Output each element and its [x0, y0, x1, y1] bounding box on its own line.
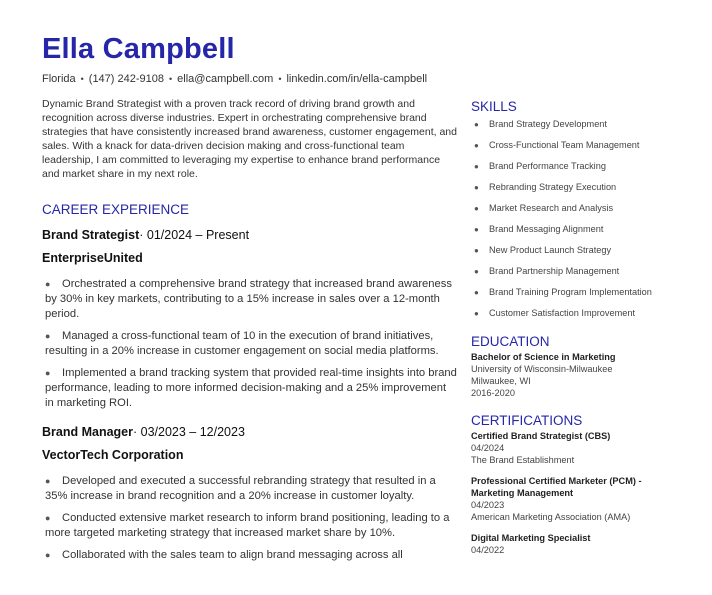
certification-entry: [471, 430, 661, 466]
certification-name: Certified Brand Strategist (CBS): [471, 431, 611, 441]
job-dates: · 03/2023 – 12/2023: [133, 425, 245, 439]
skill-text: New Product Launch Strategy: [489, 245, 612, 255]
list-item: [45, 474, 457, 504]
skill-text: Brand Strategy Development: [489, 119, 607, 129]
skills-list: [471, 118, 661, 320]
skill-item: [474, 244, 661, 257]
certification-date: 04/2022: [471, 545, 505, 555]
separator-dot-icon: •: [169, 74, 173, 84]
skill-item: [474, 307, 661, 320]
contact-linkedin[interactable]: linkedin.com/in/ella-campbell: [286, 73, 428, 85]
job-company: VectorTech Corporation: [42, 448, 184, 462]
certification-issuer: The Brand Establishment: [471, 455, 575, 465]
skill-item: [474, 139, 661, 152]
list-item: [45, 548, 457, 563]
right-column: [471, 99, 661, 556]
bullet-icon: ●: [474, 309, 479, 318]
education-degree: Bachelor of Science in Marketing: [471, 352, 616, 362]
separator-dot-icon: •: [278, 74, 282, 84]
contact-phone: (147) 242-9108: [88, 73, 165, 85]
bullet-icon: ●: [45, 279, 51, 289]
certification-name: Professional Certified Marketer (PCM) - Marketing Management: [471, 476, 642, 498]
education-location: Milwaukee, WI: [471, 376, 531, 386]
left-column: [42, 97, 457, 570]
bullet-icon: ●: [474, 120, 479, 129]
contact-email[interactable]: ella@campbell.com: [177, 73, 274, 85]
skill-item: [474, 223, 661, 236]
certification-entry: [471, 475, 661, 523]
certification-issuer: American Marketing Association (AMA): [471, 512, 631, 522]
section-title-education: EDUCATION: [471, 334, 550, 349]
bullet-text: Managed a cross-functional team of 10 in the execution of brand initiatives, resulting in a 20% increase in customer engagement on social media platforms.: [45, 330, 439, 357]
bullet-text: Conducted extensive market research to inform brand positioning, leading to a more targeted marketing strategy that increased market share by 10%.: [45, 512, 450, 539]
list-item: [45, 277, 457, 322]
job-role: Brand Strategist: [42, 228, 140, 242]
bullet-icon: ●: [474, 246, 479, 255]
contact-line: [42, 73, 427, 85]
skill-item: [474, 202, 661, 215]
job-dates: · 01/2024 – Present: [139, 228, 250, 242]
bullet-icon: ●: [474, 204, 479, 213]
job-heading: [42, 228, 457, 242]
separator-dot-icon: •: [80, 74, 84, 84]
skill-item: [474, 118, 661, 131]
list-item: [45, 329, 457, 359]
certifications-list: [471, 430, 661, 556]
education-school: University of Wisconsin-Milwaukee: [471, 364, 613, 374]
list-item: [45, 511, 457, 541]
skill-text: Brand Training Program Implementation: [489, 287, 652, 297]
bullet-icon: ●: [45, 368, 51, 378]
skill-text: Brand Messaging Alignment: [489, 224, 604, 234]
bullet-icon: ●: [474, 288, 479, 297]
job-bullets: [42, 277, 457, 411]
bullet-icon: ●: [474, 267, 479, 276]
certification-entry: [471, 532, 661, 556]
candidate-name: Ella Campbell: [42, 33, 235, 65]
bullet-icon: ●: [474, 162, 479, 171]
certification-name: Digital Marketing Specialist: [471, 533, 591, 543]
bullet-text: Implemented a brand tracking system that provided real-time insights into brand performance, leading to more informed decision-making and a 25% improvement in marketing ROI.: [45, 367, 457, 409]
job-role: Brand Manager: [42, 425, 133, 439]
skill-text: Market Research and Analysis: [489, 203, 614, 213]
bullet-text: Developed and executed a successful rebranding strategy that resulted in a 35% increase in brand recognition and a 20% increase in customer loyalty.: [45, 475, 436, 502]
education-entry: [471, 351, 661, 399]
job-entry: [42, 425, 457, 563]
certification-date: 04/2023: [471, 500, 505, 510]
profile-summary: Dynamic Brand Strategist with a proven track record of driving brand growth and recognition across diverse industries. Expert in orchestrating comprehensive brand strategies that have consistently increased brand awareness, customer engagement, and sales. With a knack for data-driven decision making and cross-functional team leadership, I am committed to leveraging my expertise to enhance brand performance and market share in my next role.: [42, 98, 457, 180]
skill-item: [474, 265, 661, 278]
skill-text: Brand Partnership Management: [489, 266, 620, 276]
section-title-certifications: CERTIFICATIONS: [471, 413, 583, 428]
skill-item: [474, 286, 661, 299]
job-bullets: [42, 474, 457, 563]
bullet-icon: ●: [45, 513, 51, 523]
skill-text: Rebranding Strategy Execution: [489, 182, 617, 192]
bullet-text: Orchestrated a comprehensive brand strategy that increased brand awareness by 30% in key markets, contributing to a 15% increase in sales over a 12-month period.: [45, 278, 452, 320]
bullet-icon: ●: [474, 183, 479, 192]
bullet-icon: ●: [474, 225, 479, 234]
job-company: EnterpriseUnited: [42, 251, 143, 265]
skill-item: [474, 160, 661, 173]
job-entry: [42, 228, 457, 411]
education-years: 2016-2020: [471, 388, 515, 398]
job-heading: [42, 425, 457, 439]
certification-date: 04/2024: [471, 443, 505, 453]
bullet-icon: ●: [45, 476, 51, 486]
bullet-icon: ●: [45, 331, 51, 341]
section-title-skills: SKILLS: [471, 99, 517, 114]
skill-item: [474, 181, 661, 194]
bullet-icon: ●: [474, 141, 479, 150]
bullet-icon: ●: [45, 550, 51, 560]
section-title-experience: CAREER EXPERIENCE: [42, 202, 190, 217]
bullet-text: Collaborated with the sales team to align brand messaging across all: [62, 549, 403, 561]
skill-text: Customer Satisfaction Improvement: [489, 308, 636, 318]
skill-text: Brand Performance Tracking: [489, 161, 606, 171]
list-item: [45, 366, 457, 411]
skill-text: Cross-Functional Team Management: [489, 140, 640, 150]
contact-location: Florida: [42, 73, 76, 85]
